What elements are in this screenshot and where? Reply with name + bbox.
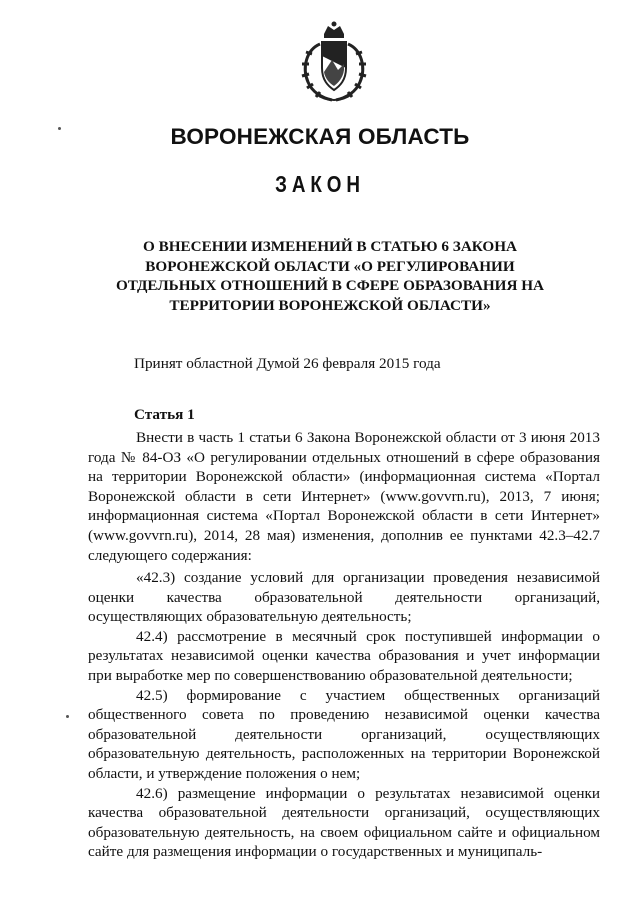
document-type: ЗАКОН — [275, 171, 365, 197]
coat-of-arms-emblem — [298, 20, 370, 104]
article-heading: Статья 1 — [134, 406, 195, 423]
article-intro-block — [88, 428, 600, 565]
region-name: ВОРОНЕЖСКАЯ ОБЛАСТЬ — [170, 124, 470, 149]
amendment-item-42-4: 42.4) рассмотрение в месячный срок поступившей информации о результатах независимой оценки качества образования и учет информации при выработке мер по совершенствованию образовательной деятельности; — [88, 627, 600, 684]
scan-speck — [66, 715, 69, 718]
article-intro: Внести в часть 1 статьи 6 Закона Воронежской области от 3 июня 2013 года № 84-ОЗ «О регулировании отдельных отношений в сфере образования на территории Воронежской области» (информационная система «Портал Воронежской области в сети Интернет» (www.govvrn.ru), 2013, 7 июня; информационная система «Портал Воронежской области в сети Интернет» (www.govvrn.ru), 2014, 28 мая) изменения, дополнив ее пунктами 42.3–42.7 следующего содержания: — [88, 429, 600, 564]
amendment-items — [88, 568, 600, 862]
amendment-item-42-3: «42.3) создание условий для организации проведения независимой оценки качества образовательной деятельности организаций, осуществляющих образовательную деятельность; — [88, 569, 600, 626]
adoption-note: Принят областной Думой 26 февраля 2015 года — [134, 355, 441, 372]
amendment-item-42-5: 42.5) формирование с участием общественных организаций общественного совета по проведению независимой оценки качества образовательной деятельности организаций, осуществляющих образовательную деятельность, расположенных на территории Воронежской области, и утверждение положения о нем; — [88, 686, 600, 782]
amendment-item-42-6: 42.6) размещение информации о результатах независимой оценки качества образовательной деятельности организаций, осуществляющих образовательную деятельность, на своем официальном сайте и официальном сайте для размещения информации о государственных и муниципаль- — [88, 784, 600, 861]
law-title: О ВНЕСЕНИИ ИЗМЕНЕНИЙ В СТАТЬЮ 6 ЗАКОНА ВОРОНЕЖСКОЙ ОБЛАСТИ «О РЕГУЛИРОВАНИИ ОТДЕЛЬНЫХ ОТНОШЕНИЙ В СФЕРЕ ОБРАЗОВАНИЯ НА ТЕРРИТОРИИ ВОРОНЕЖСКОЙ ОБЛАСТИ» — [115, 238, 545, 314]
scan-speck — [58, 127, 61, 130]
